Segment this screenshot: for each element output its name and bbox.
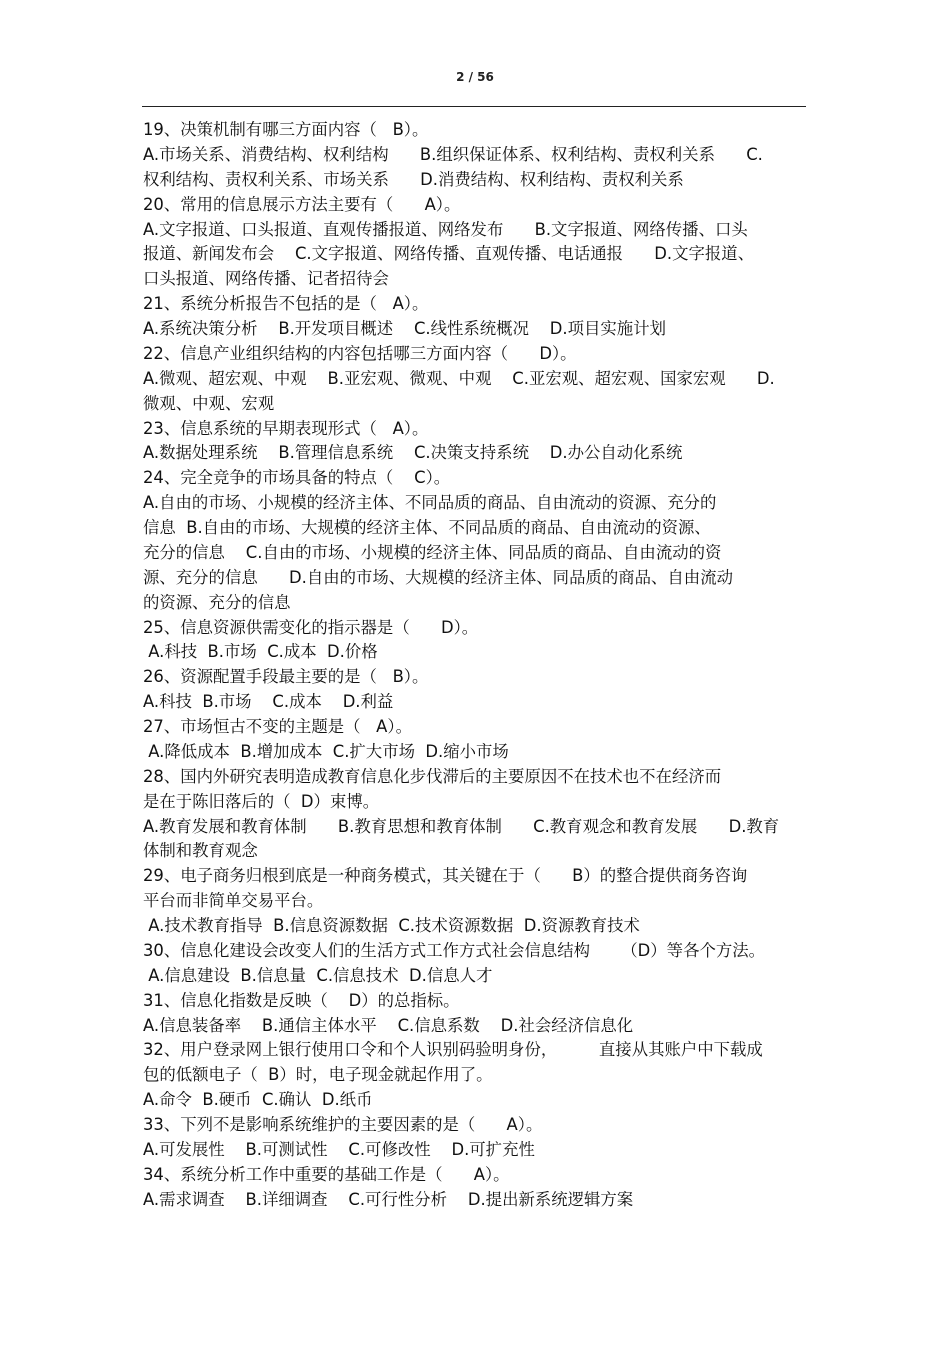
text-line: 23、信息系统的早期表现形式（ A）。 [143,418,429,438]
header-divider [142,106,806,107]
text-line: 权利结构、责权利关系、市场关系 D.消费结构、权利结构、责权利关系 [143,169,684,189]
text-line: 包的低额电子（ B）时，电子现金就起作用了。 [143,1065,493,1085]
text-line: 32、用户登录网上银行使用口令和个人识别码验明身份， 直接从其账户中下载成 [143,1040,763,1060]
text-line: A.科技 B.市场 C.成本 D.价格 [143,642,378,662]
text-line: A.数据处理系统 B.管理信息系统 C.决策支持系统 D.办公自动化系统 [143,443,683,463]
text-line: A.微观、超宏观、中观 B.亚宏观、微观、中观 C.亚宏观、超宏观、国家宏观 D. [143,368,775,388]
text-line: 24、完全竞争的市场具备的特点（ C）。 [143,468,451,488]
text-line: A.可发展性 B.可测试性 C.可修改性 D.可扩充性 [143,1139,535,1159]
text-line: 27、市场恒古不变的主题是（ A）。 [143,717,412,736]
text-line: 体制和教育观念 [143,841,258,861]
text-line: 充分的信息 C.自由的市场、小规模的经济主体、同品质的商品、自由流动的资 [143,542,722,562]
text-line: 信息 B.自由的市场、大规模的经济主体、不同品质的商品、自由流动的资源、 [143,518,711,537]
text-line: A.市场关系、消费结构、权利结构 B.组织保证体系、权利结构、责权利关系 C. [143,144,763,164]
text-line: A.信息装备率 B.通信主体水平 C.信息系数 D.社会经济信息化 [143,1015,634,1035]
text-line: A.需求调查 B.详细调查 C.可行性分析 D.提出新系统逻辑方案 [143,1189,634,1209]
text-line: A.文字报道、口头报道、直观传播报道、网络发布 B.文字报道、网络传播、口头 [143,219,748,239]
text-line: A.降低成本 B.增加成本 C.扩大市场 D.缩小市场 [143,741,509,761]
text-line: 34、系统分析工作中重要的基础工作是（ A）。 [143,1164,510,1184]
text-line: 口头报道、网络传播、记者招待会 [143,269,389,289]
text-line: A.科技 B.市场 C.成本 D.利益 [143,692,394,712]
text-line: 33、下列不是影响系统维护的主要因素的是（ A）。 [143,1115,543,1134]
text-line: 26、资源配置手段最主要的是（ B）。 [143,667,429,687]
text-line: 20、常用的信息展示方法主要有（ A）。 [143,194,461,214]
text-line: 源、充分的信息 D.自由的市场、大规模的经济主体、同品质的商品、自由流动 [143,567,733,587]
text-line: 19、决策机制有哪三方面内容（ B）。 [143,120,429,139]
text-line: A.命令 B.硬币 C.确认 D.纸币 [143,1090,373,1110]
text-line: A.技术教育指导 B.信息资源数据 C.技术资源数据 D.资源教育技术 [143,916,640,935]
text-line: 21、系统分析报告不包括的是（ A）。 [143,294,429,314]
text-line: 是在于陈旧落后的（ D）束博。 [143,791,380,811]
question-list [143,118,815,1213]
text-line: A.教育发展和教育体制 B.教育思想和教育体制 C.教育观念和教育发展 D.教育 [143,816,780,836]
text-line: 报道、新闻发布会 C.文字报道、网络传播、直观传播、电话通报 D.文字报道、 [143,244,755,264]
text-line: A.自由的市场、小规模的经济主体、不同品质的商品、自由流动的资源、充分的 [143,493,717,513]
text-line: 微观、中观、宏观 [143,393,275,413]
text-line: A.信息建设 B.信息量 C.信息技术 D.信息人才 [143,965,493,985]
text-line: 30、信息化建设会改变人们的生活方式工作方式社会信息结构 （D）等各个方法。 [143,940,766,960]
text-line: 25、信息资源供需变化的指示器是（ D）。 [143,617,479,637]
text-line: 平台而非简单交易平台。 [143,891,324,911]
text-line: A.系统决策分析 B.开发项目概述 C.线性系统概况 D.项目实施计划 [143,319,666,338]
text-line: 28、国内外研究表明造成教育信息化步伐滞后的主要原因不在技术也不在经济而 [143,766,722,786]
text-line: 29、电子商务归根到底是一种商务模式，其关键在于（ B）的整合提供商务咨询 [143,866,748,886]
text-line: 31、信息化指数是反映（ D）的总指标。 [143,990,460,1010]
page-number: 2 / 56 [456,70,494,84]
text-line: 的资源、充分的信息 [143,592,291,612]
text-line: 22、信息产业组织结构的内容包括哪三方面内容（ D）。 [143,343,577,363]
